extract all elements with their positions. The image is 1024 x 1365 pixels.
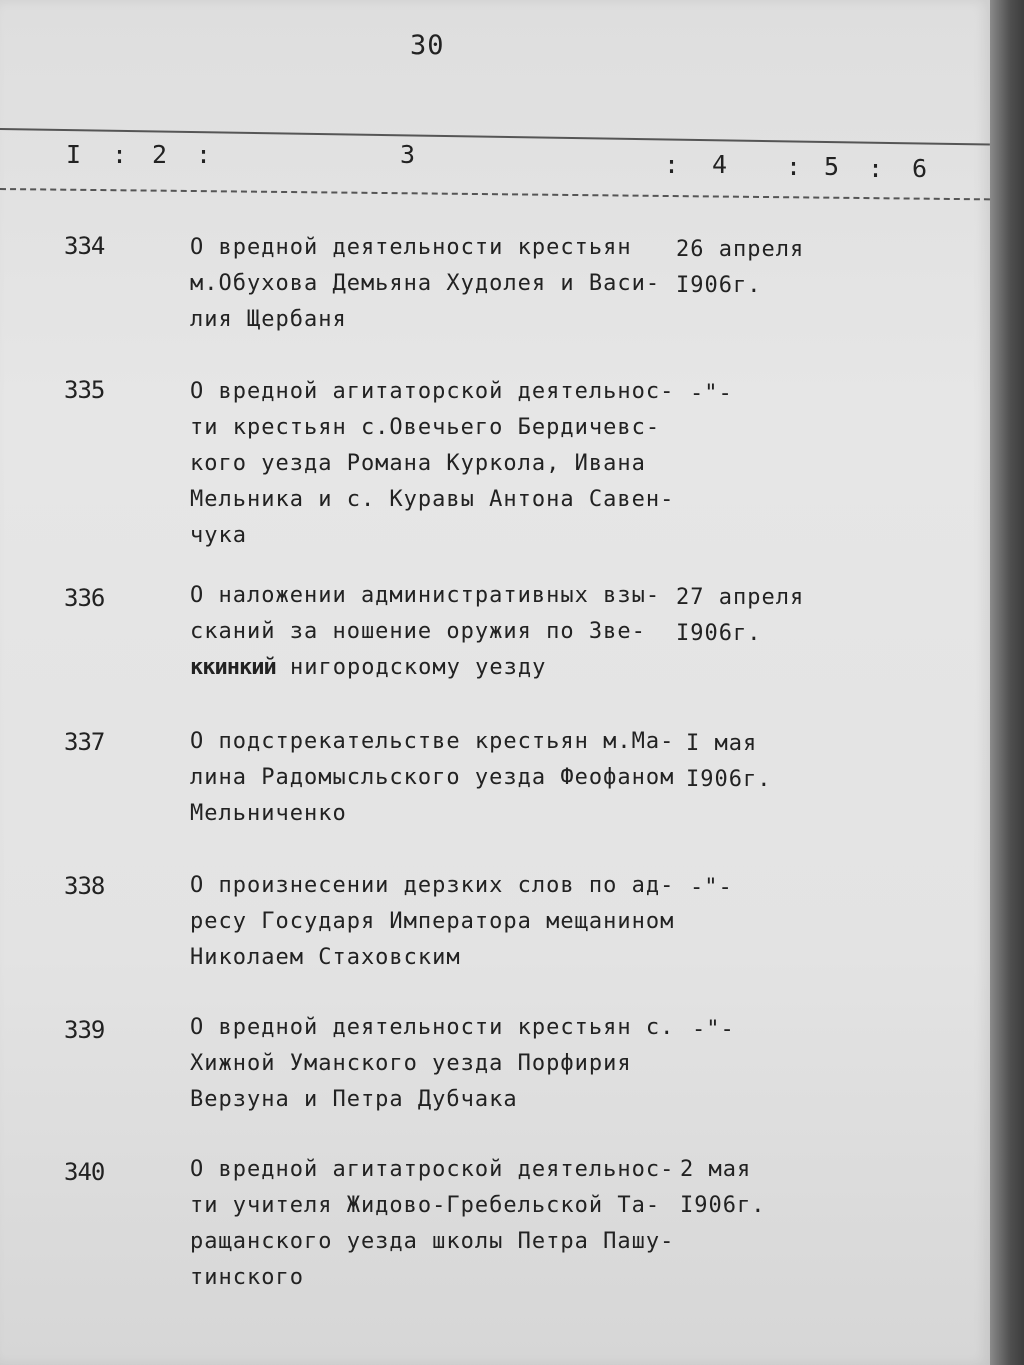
entry-title-line: О вредной агитаторской деятельнос-	[190, 379, 675, 404]
entry-title-line: ти учителя Жидово-Гребельской Та-	[190, 1193, 661, 1218]
entry-title-line: Хижной Уманского уезда Порфирия	[190, 1051, 632, 1076]
entry-title-line: нигородскому уезду	[289, 655, 547, 680]
struck-out-text: ккинкий	[190, 655, 276, 680]
entry-title	[190, 1010, 675, 1118]
entry-date	[686, 726, 771, 798]
page-edge-shadow	[990, 0, 1024, 1365]
entry-date-line: 26 апреля	[676, 237, 805, 262]
entry-title-line: ти крестьян с.Овечьего Бердичевс-	[190, 415, 661, 440]
entry-date-line: -"-	[692, 1017, 735, 1042]
table-header-rule	[0, 188, 990, 200]
entry-title-line: Мельника и с. Куравы Антона Савен-	[190, 487, 675, 512]
table-top-rule	[0, 128, 990, 146]
entry-title-line: сканий за ношение оружия по Зве-	[190, 619, 646, 644]
column-header-separator: :	[112, 140, 128, 169]
entry-title-line: лия Щербаня	[190, 307, 347, 332]
entry-title-line: О подстрекательстве крестьян м.Ма-	[190, 729, 675, 754]
entry-title-line: Мельниченко	[190, 801, 347, 826]
column-header-separator: :	[868, 154, 884, 183]
entry-title-line: О вредной деятельности крестьян	[190, 235, 632, 260]
entry-title-line: О произнесении дерзких слов по ад-	[190, 873, 675, 898]
entry-date	[676, 580, 804, 652]
column-header-separator: :	[196, 140, 212, 169]
column-header-separator: :	[664, 150, 680, 179]
entry-date-line: I906г.	[686, 767, 772, 792]
column-header-6: 6	[912, 154, 928, 183]
entry-title-line: О наложении административных взы-	[190, 583, 661, 608]
page-number: 30	[410, 30, 445, 61]
entry-date-line: -"-	[690, 875, 733, 900]
entry-date-line: 27 апреля	[676, 585, 805, 610]
column-header-5: 5	[824, 152, 840, 181]
entry-date	[690, 870, 733, 906]
column-header-2: 2	[152, 140, 168, 169]
entry-date-line: I мая	[686, 731, 758, 756]
entry-date-line: I906г.	[680, 1193, 766, 1218]
column-header-1: I	[66, 140, 82, 169]
entry-title-line: ращанского уезда школы Петра Пашу-	[190, 1229, 675, 1254]
entry-date	[692, 1012, 735, 1048]
entry-number: 340	[64, 1158, 105, 1186]
entry-title-line: Николаем Стаховским	[190, 945, 461, 970]
entry-title	[190, 1152, 675, 1296]
entry-date	[676, 232, 804, 304]
entry-title	[190, 724, 675, 832]
entry-date-line: I906г.	[676, 273, 762, 298]
entry-date-line: 2 мая	[680, 1157, 752, 1182]
column-header-4: 4	[712, 150, 728, 179]
entry-date	[680, 1152, 765, 1224]
entry-title	[190, 374, 675, 554]
entry-number: 338	[64, 872, 105, 900]
column-header-separator: :	[786, 152, 802, 181]
entry-title-line: лина Радомысльского уезда Феофаном	[190, 765, 675, 790]
entry-title	[190, 578, 670, 686]
entry-number: 336	[64, 584, 105, 612]
entry-number: 335	[64, 376, 105, 404]
entry-date-line: I906г.	[676, 621, 762, 646]
entry-title-line: чука	[190, 523, 247, 548]
entry-title	[190, 868, 675, 976]
entry-number: 339	[64, 1016, 105, 1044]
entry-title-line: тинского	[190, 1265, 304, 1290]
column-header-3: 3	[400, 140, 416, 169]
entry-title-line: О вредной деятельности крестьян с.	[190, 1015, 675, 1040]
entry-date	[690, 376, 733, 412]
entry-title	[190, 230, 670, 338]
entry-date-line: -"-	[690, 381, 733, 406]
entry-title-line: О вредной агитатроской деятельнос-	[190, 1157, 675, 1182]
entry-title-line: м.Обухова Демьяна Худолея и Васи-	[190, 271, 661, 296]
entry-title-line: ресу Государя Императора мещанином	[190, 909, 675, 934]
entry-title-line: кого уезда Романа Куркола, Ивана	[190, 451, 646, 476]
entry-title-line: Верзуна и Петра Дубчака	[190, 1087, 518, 1112]
entry-number: 337	[64, 728, 105, 756]
entry-number: 334	[64, 232, 105, 260]
